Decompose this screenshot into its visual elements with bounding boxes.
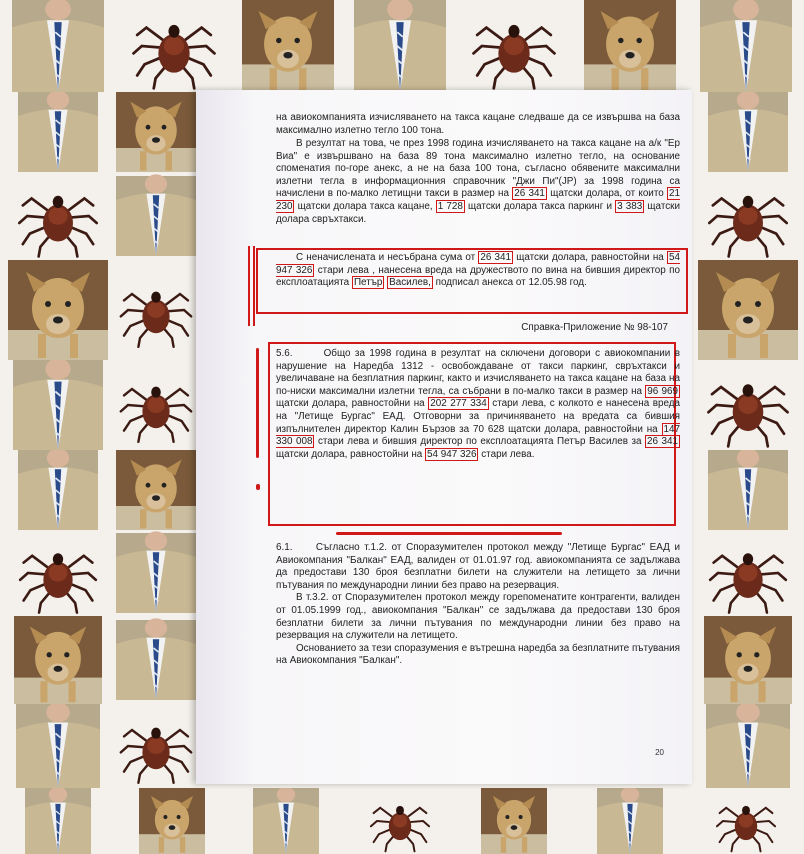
collage-man-image xyxy=(692,450,804,530)
collage-tick-image xyxy=(116,0,232,92)
highlighted-amount: 21 230 xyxy=(276,188,680,212)
highlighted-name: Петър xyxy=(353,277,383,289)
section-number: 6.1. xyxy=(276,542,293,553)
paragraph-1-text: на авиокомпанията изчисляването на такса кацане следваше да се извършва на база максимално излетно тегло 100 тона. xyxy=(276,112,680,136)
highlighted-amount: 147 330 008 xyxy=(276,423,680,448)
page-number: 20 xyxy=(655,748,664,757)
reference-note: Справка-Приложение № 98-107 xyxy=(521,322,668,333)
collage-tick-image xyxy=(688,788,804,854)
collage-dog-image xyxy=(456,788,572,854)
paragraph-3-text: подписал анекса от 12.05.98 год. xyxy=(435,277,587,289)
underline-mark xyxy=(336,532,562,535)
section-6-1-paragraph-3: Основанието за тези споразумения е вътрешна наредба за безплатните пътувания на Авиокомпания "Балкан". xyxy=(276,642,680,667)
margin-mark xyxy=(248,246,250,326)
margin-mark xyxy=(256,348,259,458)
section-5-6-text: Общо за 1998 година в резултат на сключени договори с авиокомпании в нарушение на Наредба 1312 - освобождаване от такси паркинг, свръхтакси и увеличаване на безплатния паркинг, както и изчисляването на такса кацане на база на по-ниски максимални излетни тегла, са събрани в по-малко такси в размер на xyxy=(276,348,680,397)
collage-tick-image xyxy=(0,172,116,260)
collage-dog-image xyxy=(116,92,196,172)
highlighted-amount: 96 969 xyxy=(647,385,678,397)
paragraph-1 xyxy=(276,112,680,137)
highlighted-amount: 26 341 xyxy=(480,252,512,263)
collage-man-image xyxy=(116,530,196,616)
paragraph-2 xyxy=(276,138,680,226)
highlighted-name: Василев, xyxy=(389,277,431,289)
paragraph-2-text: щатски долара, от които xyxy=(550,188,664,200)
collage-man-image xyxy=(0,704,116,788)
paragraph-3-text: щатски долара, равностойни на xyxy=(516,252,664,263)
section-5-6 xyxy=(276,348,680,461)
margin-mark xyxy=(253,246,255,326)
collage-tick-image xyxy=(0,530,116,616)
collage-man-image xyxy=(116,616,196,704)
paragraph-3 xyxy=(276,252,680,290)
collage-dog-image xyxy=(116,450,196,530)
collage-man-image xyxy=(116,172,196,260)
document-page xyxy=(196,90,692,784)
collage-dog-image xyxy=(116,788,228,854)
collage-man-image xyxy=(692,704,804,788)
section-6-1 xyxy=(276,542,680,668)
section-5-6-text: щатски долара, равностойни на xyxy=(276,448,423,460)
highlighted-amount: 26 341 xyxy=(647,436,678,448)
collage-man-image xyxy=(688,0,804,92)
paragraph-2-text: В резултат на това, че през 1998 година изчисляването на такса кацане на а/к "Ер Виа" е извършвано на база 89 тона максимално излетно тегло, на основание споменатия по-горе анекс, а не на база 100 тона, съгласно обявените максимални излетни тегла в информационния справочник "Джи Пи"(JP) за 1998 година са начислени в по-малко летищни такси в размер на xyxy=(276,138,680,200)
highlighted-amount: 26 341 xyxy=(514,188,545,200)
highlighted-amount: 54 947 326 xyxy=(427,448,477,460)
paragraph-3-text: стари лева , нанесена вреда на дружеството по вина на бившия директор по експлоатацията xyxy=(276,264,680,289)
collage-dog-image xyxy=(232,0,344,92)
collage-dog-image xyxy=(0,616,116,704)
collage-tick-image xyxy=(116,704,196,788)
collage-tick-image xyxy=(116,360,196,450)
collage-man-image xyxy=(0,450,116,530)
paragraph-2-text: щатски долара свръхтакси. xyxy=(276,200,681,225)
collage-tick-image xyxy=(692,530,804,616)
section-5-6-text: стари лева, с колкото е нанесена вреда на "Летище Бургас" ЕАД. Отговорни за причиняването на вредата са бившия изпълнителен директор Калин Бързов за 70 628 щатски долара, равностойни на xyxy=(276,398,680,435)
section-5-6-text: стари лева. xyxy=(481,448,535,460)
collage-tick-image xyxy=(344,788,456,854)
collage-man-image xyxy=(0,92,116,172)
paragraph-3-text: С неначислената и несъбрана сума от xyxy=(296,252,476,263)
paragraph-2-text: щатски долара такса паркинг и xyxy=(468,200,612,212)
collage-tick-image xyxy=(456,0,572,92)
highlighted-amount: 1 728 xyxy=(437,200,463,212)
highlighted-amount: 54 947 326 xyxy=(276,252,680,276)
margin-mark xyxy=(256,484,260,490)
collage-man-image xyxy=(692,92,804,172)
section-6-1-paragraph-2: В т.3.2. от Споразумителен протокол между горепоменатите контрагенти, валиден от 01.05.1999 год., авиокомпания "Балкан" се задължава да предостави 130 броя безплатни билети за лични пътувания по международни линии без право на резервация на служители на летището. xyxy=(276,592,680,642)
section-5-6-text: стари лева и бившия директор по експлоатацията Петър Василев за xyxy=(317,436,642,448)
section-5-6-text: щатски долара, равностойни на xyxy=(276,398,425,410)
highlighted-amount: 202 277 334 xyxy=(430,398,487,410)
collage-tick-image xyxy=(116,260,196,360)
collage-man-image xyxy=(228,788,344,854)
collage-man-image xyxy=(0,0,116,92)
collage-dog-image xyxy=(692,260,804,360)
collage-man-image xyxy=(0,360,116,450)
section-number: 5.6. xyxy=(276,348,293,359)
highlighted-amount: 3 383 xyxy=(617,200,643,212)
collage-dog-image xyxy=(692,616,804,704)
paragraph-2-text: щатски долара такса кацане, xyxy=(297,200,433,212)
collage-man-image xyxy=(572,788,688,854)
section-6-1-text: Съгласно т.1.2. от Споразумителен протокол между "Летище Бургас" ЕАД и Авиокомпания "Балкан" ЕАД, валиден от 01.01.97 год. авиокомпанията се задължава да предостави 130 броя безплатни билети на служители на летището за лични пътувания по международни линии без право на резервация. xyxy=(276,542,680,591)
collage-man-image xyxy=(0,788,116,854)
collage-man-image xyxy=(344,0,456,92)
collage-tick-image xyxy=(692,360,804,450)
collage-dog-image xyxy=(0,260,116,360)
collage-dog-image xyxy=(572,0,688,92)
collage-tick-image xyxy=(692,172,804,260)
